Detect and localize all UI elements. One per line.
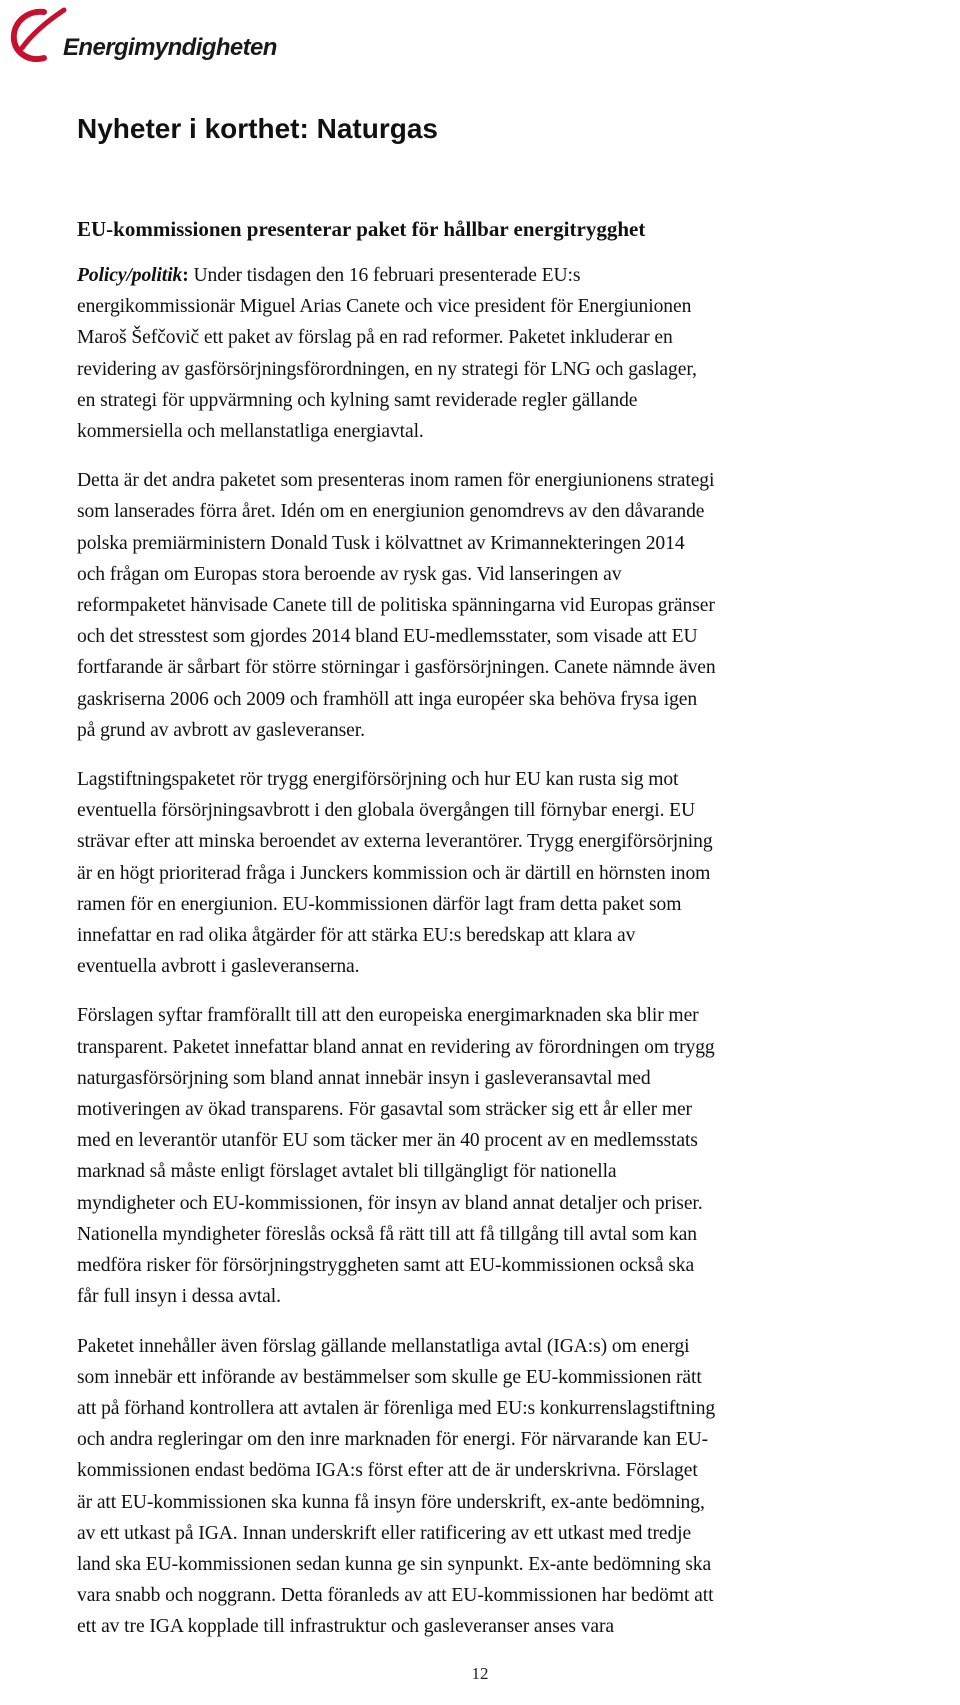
paragraph-line-text: Under tisdagen den 16 februari presenterade EU:s (188, 265, 581, 286)
article-paragraph-5 (77, 1331, 951, 1643)
paragraph-line: myndigheter och EU-kommissionen, för insyn av bland annat detaljer och priser. (77, 1192, 703, 1214)
paragraph-line: är att EU-kommissionen ska kunna få insyn före underskrift, ex-ante bedömning, (77, 1491, 705, 1513)
article-paragraph-3 (77, 764, 951, 982)
paragraph-line: Förslagen syftar framförallt till att den europeiska energimarknaden ska blir mer (77, 1005, 699, 1027)
paragraph-line: får full insyn i dessa avtal. (77, 1286, 281, 1308)
paragraph-line: vara snabb och noggrann. Detta föranleds av att EU-kommissionen har bedömt att (77, 1585, 714, 1607)
paragraph-line: Paketet innehåller även förslag gällande mellanstatliga avtal (IGA:s) om energi (77, 1335, 690, 1357)
paragraph-line: eventuella försörjningsavbrott i den globala övergången till förnybar energi. EU (77, 800, 696, 822)
page-number: 12 (471, 1664, 489, 1683)
energimyndigheten-logo-icon (8, 4, 70, 64)
page-title: Nyheter i korthet: Naturgas (77, 113, 438, 144)
paragraph-line: att på förhand kontrollera att avtalen är förenliga med EU:s konkurrenslagstiftning (77, 1397, 716, 1419)
paragraph-line: ett av tre IGA kopplade till infrastruktur och gasleveranser anses vara (77, 1616, 614, 1638)
article-paragraph-4 (77, 1000, 951, 1312)
paragraph-line: land ska EU-kommissionen sedan kunna ge sin synpunkt. Ex-ante bedömning ska (77, 1553, 712, 1575)
paragraph-line: och frågan om Europas stora beroende av rysk gas. Vid lanseringen av (77, 563, 622, 585)
paragraph-line: Maroš Šefčovič ett paket av förslag på en rad reformer. Paketet inkluderar en (77, 327, 673, 349)
paragraph-line (77, 260, 951, 291)
paragraph-line: naturgasförsörjning som bland annat innebär insyn i gasleveransavtal med (77, 1067, 651, 1089)
paragraph-line: gaskriserna 2006 och 2009 och framhöll att inga européer ska behöva frysa igen (77, 688, 698, 710)
logo-wordmark: Energimyndigheten (63, 34, 277, 61)
paragraph-line: kommissionen endast bedöma IGA:s först efter att de är underskrivna. Förslaget (77, 1460, 698, 1482)
paragraph-line: en strategi för uppvärmning och kylning samt reviderade regler gällande (77, 389, 638, 411)
article-paragraph-2 (77, 465, 951, 746)
paragraph-line: energikommissionär Miguel Arias Canete och vice president för Energiunionen (77, 296, 692, 318)
paragraph-line: Nationella myndigheter föreslås också få rätt till att få tillgång till avtal som kan (77, 1223, 697, 1245)
paragraph-line: ramen för en energiunion. EU-kommissionen därför lagt fram detta paket som (77, 893, 682, 915)
paragraph-line: medföra risker för försörjningstryggheten samt att EU-kommissionen också ska (77, 1255, 695, 1277)
paragraph-line: som lanserades förra året. Idén om en energiunion genomdrevs av den dåvarande (77, 501, 705, 523)
paragraph-line: reformpaketet hänvisade Canete till de politiska spänningarna vid Europas gränser (77, 595, 715, 617)
paragraph-line: marknad så måste enligt förslaget avtalet bli tillgängligt för nationella (77, 1161, 617, 1183)
article-title: EU-kommissionen presenterar paket för hållbar energitrygghet (77, 217, 646, 241)
paragraph-line: är en högt prioriterad fråga i Junckers kommission och är därtill en hörnsten inom (77, 862, 711, 884)
paragraph-line: Lagstiftningspaketet rör trygg energiförsörjning och hur EU kan rusta sig mot (77, 769, 679, 791)
paragraph-line: med en leverantör utanför EU som täcker mer än 40 procent av en medlemsstats (77, 1130, 698, 1152)
paragraph-line: polska premiärministern Donald Tusk i kölvattnet av Krimannekteringen 2014 (77, 532, 685, 554)
article-paragraph-1 (77, 260, 951, 447)
paragraph-line: strävar efter att minska beroendet av externa leverantörer. Trygg energiförsörjning (77, 831, 713, 853)
article (77, 214, 951, 1661)
paragraph-line: som innebär ett införande av bestämmelser som skulle ge EU-kommissionen rätt (77, 1366, 702, 1388)
paragraph-line: motiveringen av ökad transparens. För gasavtal som sträcker sig ett år eller mer (77, 1099, 692, 1121)
paragraph-line: och andra regleringar om den inre marknaden för energi. För närvarande kan EU- (77, 1429, 709, 1451)
energimyndigheten-logo (8, 4, 308, 64)
paragraph-line: revidering av gasförsörjningsförordningen, en ny strategi för LNG och gaslager, (77, 358, 697, 380)
paragraph-line: kommersiella och mellanstatliga energiavtal. (77, 421, 424, 443)
paragraph-line: och det stresstest som gjordes 2014 bland EU-medlemsstater, som visade att EU (77, 626, 698, 648)
paragraph-line: på grund av avbrott av gasleveranser. (77, 719, 365, 741)
paragraph-line: fortfarande är sårbart för större störningar i gasförsörjningen. Canete nämnde även (77, 657, 716, 679)
paragraph-line: Detta är det andra paketet som presenteras inom ramen för energiunionens strategi (77, 470, 715, 492)
paragraph-line: av ett utkast på IGA. Innan underskrift eller ratificering av ett utkast med tredje (77, 1522, 692, 1544)
paragraph-line: eventuella avbrott i gasleveranserna. (77, 956, 360, 978)
paragraph-line: innefattar en rad olika åtgärder för att stärka EU:s beredskap att klara av (77, 925, 636, 947)
lead-colon: : (182, 265, 189, 286)
lead-label: Policy/politik (77, 265, 183, 286)
paragraph-line: transparent. Paketet innefattar bland annat en revidering av förordningen om trygg (77, 1036, 715, 1058)
